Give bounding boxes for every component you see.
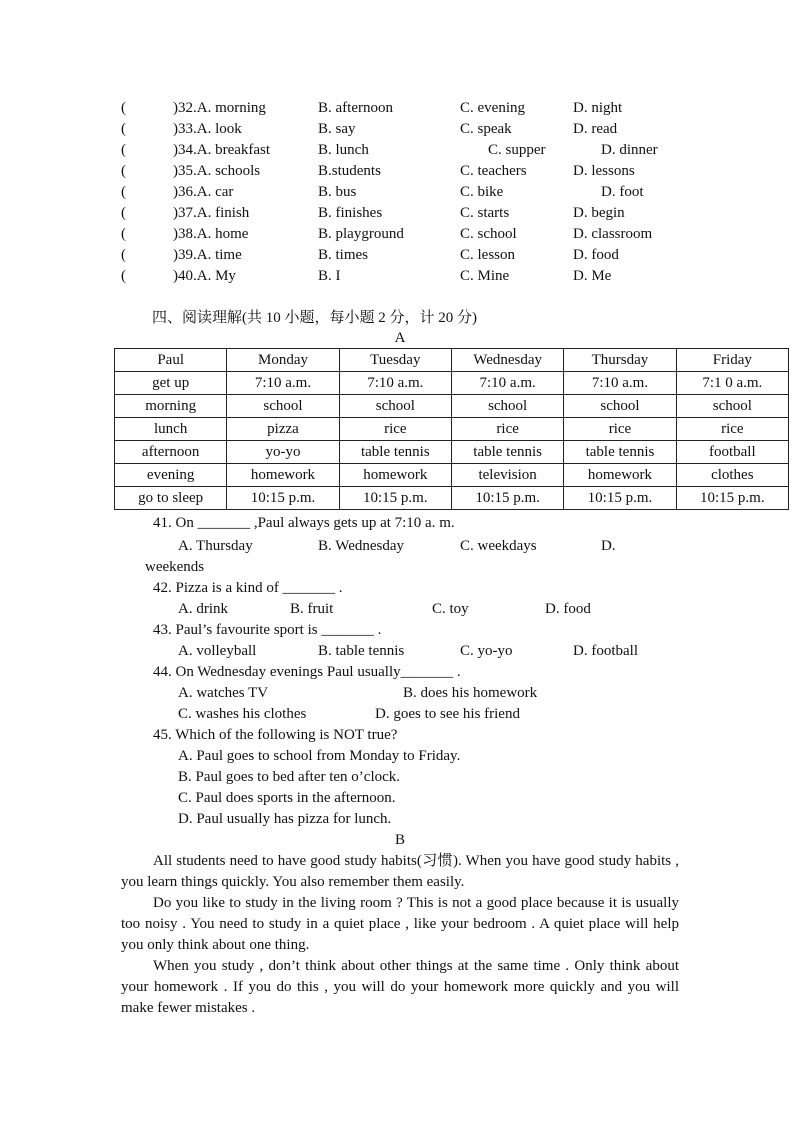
- cloze-option-d: D. food: [573, 247, 619, 263]
- table-header-row: [115, 349, 789, 372]
- table-cell: 10:15 p.m.: [339, 487, 451, 510]
- cloze-option-b: B. playground: [318, 226, 404, 242]
- cloze-row: [0, 245, 800, 265]
- answer-blank-open: (: [121, 247, 126, 263]
- cloze-row: [0, 182, 800, 202]
- cloze-option-a: )37.A. finish: [173, 205, 250, 221]
- table-header-cell: Tuesday: [339, 349, 451, 372]
- passage-b-label: B: [394, 832, 405, 848]
- table-header-cell: Friday: [676, 349, 788, 372]
- cloze-option-b: B.students: [318, 163, 381, 179]
- table-cell: lunch: [115, 418, 227, 441]
- table-cell: 10:15 p.m.: [676, 487, 788, 510]
- cloze-option-b: B. times: [318, 247, 369, 263]
- passage-b-paragraph-2: [121, 893, 679, 956]
- answer-blank-open: (: [121, 184, 126, 200]
- answer-blank-open: (: [121, 163, 126, 179]
- question-45-option-c: C. Paul does sports in the afternoon.: [178, 790, 396, 806]
- cloze-row: [0, 98, 800, 118]
- cloze-option-d: D. read: [573, 121, 618, 137]
- cloze-option-c: C. evening: [460, 100, 525, 116]
- table-cell: rice: [451, 418, 563, 441]
- question-44-option-a: A. watches TV: [178, 685, 269, 701]
- table-cell: homework: [227, 464, 339, 487]
- cloze-option-c: C. lesson: [460, 247, 516, 263]
- table-cell: school: [564, 395, 676, 418]
- table-cell: homework: [564, 464, 676, 487]
- table-cell: yo-yo: [227, 441, 339, 464]
- cloze-option-d: D. night: [573, 100, 623, 116]
- question-44-option-c: C. washes his clothes: [178, 706, 307, 722]
- table-cell: rice: [676, 418, 788, 441]
- table-cell: school: [451, 395, 563, 418]
- cloze-option-b: B. I: [318, 268, 341, 284]
- question-43-option-b: B. table tennis: [318, 643, 405, 659]
- table-row: [115, 487, 789, 510]
- table-row: [115, 464, 789, 487]
- table-cell: 7:10 a.m.: [564, 372, 676, 395]
- table-cell: football: [676, 441, 788, 464]
- cloze-option-c: C. teachers: [460, 163, 527, 179]
- question-41-stem: 41. On _______ ,Paul always gets up at 7:10 a. m.: [153, 515, 455, 531]
- table-cell: table tennis: [564, 441, 676, 464]
- table-cell: table tennis: [451, 441, 563, 464]
- question-44-option-d: D. goes to see his friend: [375, 706, 520, 722]
- question-44-option-b: B. does his homework: [403, 685, 538, 701]
- cloze-row: [0, 266, 800, 286]
- cloze-row: [0, 119, 800, 139]
- question-45-stem: 45. Which of the following is NOT true?: [153, 727, 398, 743]
- question-42-stem: 42. Pizza is a kind of _______ .: [153, 580, 343, 596]
- passage-b-paragraph-1: [121, 851, 679, 893]
- cloze-option-a: )36.A. car: [173, 184, 234, 200]
- cloze-option-b: B. lunch: [318, 142, 369, 158]
- question-42-option-b: B. fruit: [290, 601, 334, 617]
- question-45-option-b: B. Paul goes to bed after ten o’clock.: [178, 769, 401, 785]
- cloze-option-d: D. dinner: [601, 142, 658, 158]
- cloze-option-d: D. Me: [573, 268, 612, 284]
- cloze-option-a: )38.A. home: [173, 226, 249, 242]
- table-cell: evening: [115, 464, 227, 487]
- answer-blank-open: (: [121, 142, 126, 158]
- question-42-option-c: C. toy: [432, 601, 469, 617]
- cloze-option-a: )34.A. breakfast: [173, 142, 271, 158]
- cloze-option-d: D. classroom: [573, 226, 653, 242]
- cloze-row: [0, 224, 800, 244]
- table-cell: school: [227, 395, 339, 418]
- table-header-cell: Monday: [227, 349, 339, 372]
- table-cell: clothes: [676, 464, 788, 487]
- table-cell: 10:15 p.m.: [451, 487, 563, 510]
- table-cell: 7:10 a.m.: [339, 372, 451, 395]
- question-41-option-b: B. Wednesday: [318, 538, 405, 554]
- table-row: [115, 441, 789, 464]
- answer-blank-open: (: [121, 100, 126, 116]
- cloze-option-c: C. bike: [460, 184, 504, 200]
- answer-blank-open: (: [121, 268, 126, 284]
- question-43-option-a: A. volleyball: [178, 643, 257, 659]
- question-43-option-c: C. yo-yo: [460, 643, 513, 659]
- cloze-row: [0, 161, 800, 181]
- table-cell: school: [676, 395, 788, 418]
- table-header-cell: Wednesday: [451, 349, 563, 372]
- cloze-option-a: )39.A. time: [173, 247, 242, 263]
- cloze-option-c: C. school: [460, 226, 517, 242]
- table-cell: table tennis: [339, 441, 451, 464]
- answer-blank-open: (: [121, 205, 126, 221]
- passage-a-label: A: [394, 330, 406, 346]
- cloze-option-a: )33.A. look: [173, 121, 242, 137]
- schedule-table: [114, 348, 789, 510]
- table-cell: 7:1 0 a.m.: [676, 372, 788, 395]
- table-cell: 10:15 p.m.: [564, 487, 676, 510]
- table-cell: get up: [115, 372, 227, 395]
- answer-blank-open: (: [121, 226, 126, 242]
- question-41-option-d-wrap: weekends: [145, 559, 205, 575]
- table-cell: rice: [339, 418, 451, 441]
- table-row: [115, 418, 789, 441]
- answer-blank-open: (: [121, 121, 126, 137]
- cloze-option-b: B. bus: [318, 184, 357, 200]
- cloze-row: [0, 203, 800, 223]
- cloze-option-c: C. Mine: [460, 268, 510, 284]
- paragraph-text: All students need to have good study habits(习惯). When you have good study habits , you learn things quickly. You also remember them easily.: [121, 853, 679, 890]
- table-cell: homework: [339, 464, 451, 487]
- cloze-row: [0, 140, 800, 160]
- question-41-option-d: D.: [601, 538, 616, 554]
- table-row: [115, 395, 789, 418]
- question-43-stem: 43. Paul’s favourite sport is _______ .: [153, 622, 382, 638]
- table-header-cell: Paul: [115, 349, 227, 372]
- table-row: [115, 372, 789, 395]
- cloze-option-c: C. starts: [460, 205, 510, 221]
- question-42-option-a: A. drink: [178, 601, 228, 617]
- section-title: 四、阅读理解(共 10 小题，每小题 2 分，计 20 分): [152, 310, 477, 326]
- question-45-option-a: A. Paul goes to school from Monday to Friday.: [178, 748, 461, 764]
- table-cell: school: [339, 395, 451, 418]
- cloze-option-c: C. supper: [488, 142, 546, 158]
- table-cell: 7:10 a.m.: [227, 372, 339, 395]
- paragraph-text: When you study , don’t think about other things at the same time . Only think about your homework . If you do this , you will do your homework more quickly and you will make fewer mistakes .: [121, 958, 679, 1016]
- table-cell: pizza: [227, 418, 339, 441]
- table-cell: 10:15 p.m.: [227, 487, 339, 510]
- cloze-option-d: D. lessons: [573, 163, 635, 179]
- table-header-cell: Thursday: [564, 349, 676, 372]
- paragraph-text: Do you like to study in the living room ? This is not a good place because it is usually too noisy . You need to study in a quiet place , like your bedroom . A quiet place will help you only think about one thing.: [121, 895, 679, 953]
- question-44-stem: 44. On Wednesday evenings Paul usually_______ .: [153, 664, 461, 680]
- table-cell: afternoon: [115, 441, 227, 464]
- cloze-option-b: B. say: [318, 121, 356, 137]
- cloze-option-a: )40.A. My: [173, 268, 236, 284]
- question-42-option-d: D. food: [545, 601, 591, 617]
- cloze-option-a: )32.A. morning: [173, 100, 266, 116]
- table-cell: television: [451, 464, 563, 487]
- cloze-option-d: D. begin: [573, 205, 625, 221]
- table-cell: go to sleep: [115, 487, 227, 510]
- cloze-option-a: )35.A. schools: [173, 163, 261, 179]
- table-cell: rice: [564, 418, 676, 441]
- cloze-option-b: B. finishes: [318, 205, 383, 221]
- question-43-option-d: D. football: [573, 643, 638, 659]
- question-45-option-d: D. Paul usually has pizza for lunch.: [178, 811, 392, 827]
- table-cell: 7:10 a.m.: [451, 372, 563, 395]
- table-cell: morning: [115, 395, 227, 418]
- cloze-option-b: B. afternoon: [318, 100, 393, 116]
- cloze-option-d: D. foot: [601, 184, 644, 200]
- passage-b-paragraph-3: [121, 956, 679, 1019]
- cloze-option-c: C. speak: [460, 121, 512, 137]
- question-41-option-a: A. Thursday: [178, 538, 253, 554]
- question-41-option-c: C. weekdays: [460, 538, 537, 554]
